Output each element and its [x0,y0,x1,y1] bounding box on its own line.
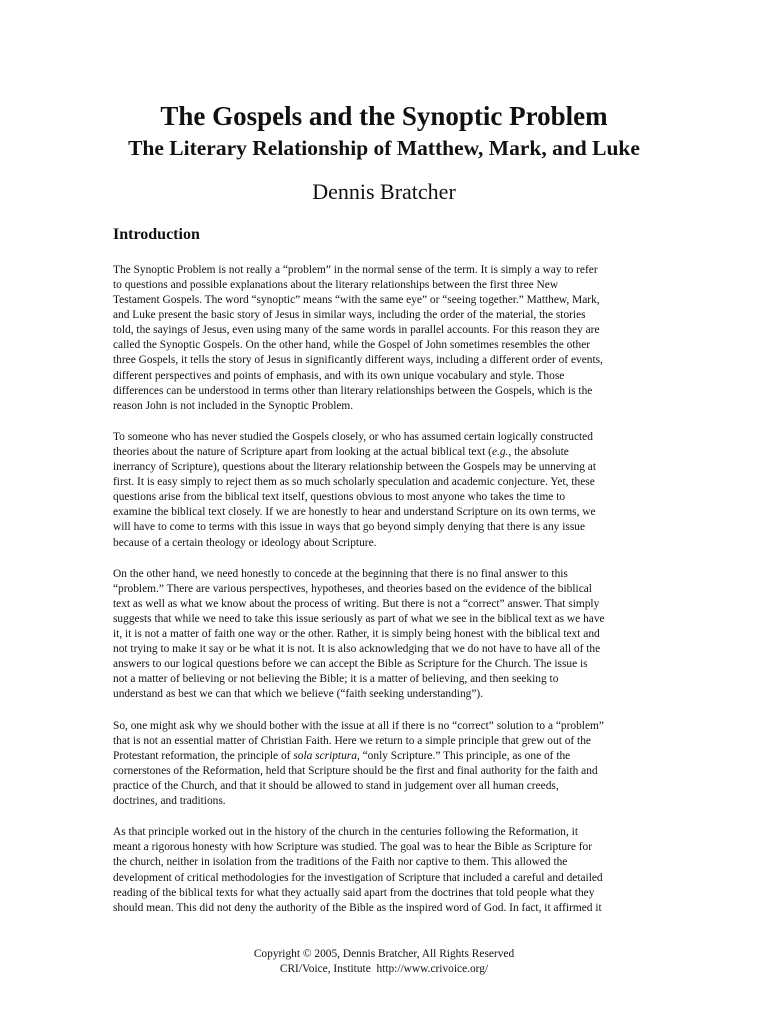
text-line: differences can be understood in terms other than literary relationships between the Gospels, which is the [113,384,593,397]
text-line: “problem.” There are various perspectives, hypotheses, and theories based on the evidence of the biblical [113,582,592,595]
text-line: inerrancy of Scripture), questions about the literary relationship between the Gospels may be unnerving at [113,461,597,474]
body-text [113,263,661,932]
text-line: examine the biblical text closely. If we are honestly to hear and understand Scripture on its own terms, we [113,506,596,519]
text-line: and Luke present the basic story of Jesus in similar ways, including the order of the material, the stories [113,309,586,322]
text-line: doctrines, and traditions. [113,795,226,808]
document-subtitle: The Literary Relationship of Matthew, Mark, and Luke [128,136,640,160]
text-line: text as well as what we know about the process of writing. But there is not a “correct” answer. That simply [113,597,600,610]
text-line: reason John is not included in the Synoptic Problem. [113,399,354,412]
text-line: As that principle worked out in the history of the church in the centuries following the Reformation, it [113,826,579,839]
text-line: that is not an essential matter of Christian Faith. Here we return to a simple principle that grew out of the [113,734,591,747]
text-line: three Gospels, it tells the story of Jesus in significantly different ways, including a different order of events, [113,354,603,367]
text-line: the church, neither in isolation from the traditions of the Faith nor captive to them. This allowed the [113,856,568,869]
text-line: told, the sayings of Jesus, even using many of the same words in parallel accounts. For this reason they are [113,324,600,337]
text-line: should mean. This did not deny the authority of the Bible as the inspired word of God. In fact, it affirmed it [113,901,602,914]
text-line: because of a certain theology or ideology about Scripture. [113,536,377,549]
paragraph-3 [113,567,661,703]
text-line: first. It is easy simply to reject them as so much scholarly speculation and academic conjecture. Yet, these [113,476,595,489]
text-line: understand as best we can that which we believe (“faith seeking understanding”). [113,688,484,701]
text-line: To someone who has never studied the Gospels closely, or who has assumed certain logically constructed [113,430,593,443]
section-heading: Introduction [113,226,200,243]
text-line: will have to come to terms with this issue in ways that go beyond simply denying that there is any issue [113,521,586,534]
text-line: questions arise from the biblical text itself, questions obvious to most anyone who takes the time to [113,491,566,504]
text-line: to questions and possible explanations about the literary relationships between the first three New [113,279,559,292]
text-line: Protestant reformation, the principle of sola scriptura, “only Scripture.” This principle, as one of the [113,749,571,762]
paragraph-2 [113,430,661,551]
text-line: On the other hand, we need honestly to concede at the beginning that there is no final answer to this [113,567,568,580]
text-line: So, one might ask why we should bother with the issue at all if there is no “correct” solution to a “problem” [113,719,604,732]
text-line: not a matter of believing or not believing the Bible; it is a matter of believing, and then seeking to [113,673,559,686]
text-line: different perspectives and points of emphasis, and with its own unique vocabulary and style. Those [113,369,565,382]
text-line: called the Synoptic Gospels. On the other hand, while the Gospel of John sometimes resembles the other [113,339,591,352]
text-line: not trying to make it say or be what it is not. It is also acknowledging that we do not have to have all of the [113,643,601,656]
text-line: theories about the nature of Scripture apart from looking at the actual biblical text (e.g., the absolute [113,446,569,459]
text-line: Testament Gospels. The word “synoptic” means “with the same eye” or “seeing together.” Matthew, Mark, [113,294,600,307]
institute-url: CRI/Voice, Institute http://www.crivoice.org/ [279,963,489,975]
paragraph-5 [113,825,661,915]
paragraph-4 [113,719,661,809]
text-line: it, it is not a matter of faith one way or the other. Rather, it is simply being honest with the biblical text and [113,628,600,641]
text-line: meant a rigorous honesty with how Scripture was studied. The goal was to hear the Bible as Scripture for [113,841,593,854]
paragraph-1 [113,263,661,414]
text-line: reading of the biblical texts for what they actually said apart from the doctrines that told people what they [113,886,595,899]
text-line: practice of the Church, and that it should be allowed to stand in judgement over all human creeds, [113,779,559,792]
text-line: answers to our logical questions before we can accept the Bible as Scripture for the Church. The issue is [113,658,588,671]
text-line: suggests that while we need to take this issue seriously as part of what we see in the biblical text as we have [113,613,605,626]
text-line: development of critical methodologies for the investigation of Scripture that included a careful and detailed [113,871,603,884]
text-line: cornerstones of the Reformation, held that Scripture should be the first and final authority for the faith and [113,764,598,777]
document-title: The Gospels and the Synoptic Problem [160,101,608,131]
page-footer [0,947,768,977]
text-line: The Synoptic Problem is not really a “problem” in the normal sense of the term. It is simply a way to refer [113,264,598,276]
document-author: Dennis Bratcher [312,179,456,204]
copyright-notice: Copyright © 2005, Dennis Bratcher, All Rights Reserved [253,948,515,960]
